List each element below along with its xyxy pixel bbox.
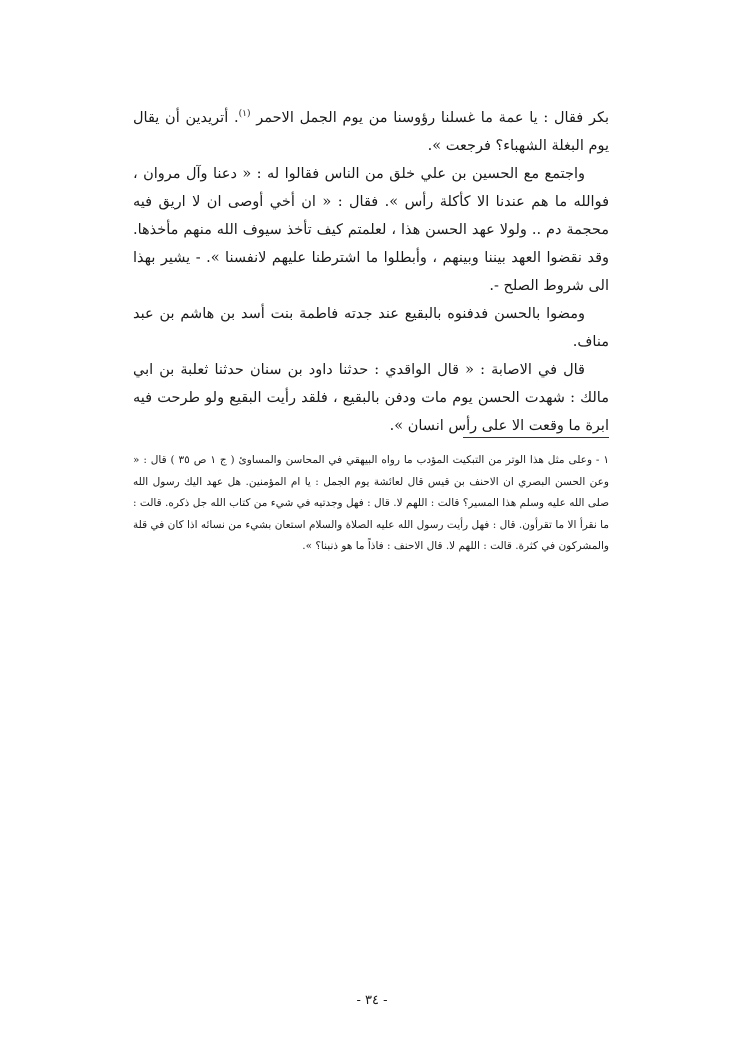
paragraph-text: . أتريدين أن يقال يوم البغلة الشهباء؟ فرجعت ». [133, 110, 609, 154]
paragraph [133, 104, 609, 160]
paragraph [133, 356, 609, 440]
page-number: - ٣٤ - [356, 993, 388, 1008]
paragraph-text: قال في الاصابة : « قال الواقدي : حدثنا داود بن سنان حدثنا ثعلبة بن ابي مالك : شهدت الحسن يوم مات ودفن بالبقيع ، فلقد رأيت البقيع ولو طرحت فيه ابرة ما وقعت الا على رأس انسان ». [133, 362, 609, 434]
footnote-reference[interactable]: (١) [238, 109, 251, 120]
paragraph-text: واجتمع مع الحسين بن علي خلق من الناس فقالوا له : « دعنا وآل مروان ، فوالله ما هم عندنا الا كأكلة رأس ». فقال : « ان أخي أوصى ان لا اريق فيه محجمة دم .. ولولا عهد الحسن هذا ، لعلمتم كيف تأخذ سيوف الله منهم مأخذها. وقد نقضوا العهد بيننا وبينهم ، وأبطلوا ما اشترطنا عليهم لانفسنا ». - يشير بهذا الى شروط الصلح -. [133, 166, 609, 294]
paragraph-text: بكر فقال : يا عمة ما غسلنا رؤوسنا من يوم الجمل الاحمر [250, 110, 609, 126]
footnote: ١ - وعلى مثل هذا الوتر من التبكيت المؤدب ما رواه البيهقي في المحاسن والمساوئ ( ج ١ ص ٣٥ ) قال : « وعن الحسن البصري ان الاحنف بن قيس قال لعائشة يوم الجمل : يا ام المؤمنين. هل عهد اليك رسول الله صلى الله عليه وسلم هذا المسير؟ قالت : اللهم لا. قال : فهل وجدتيه في شيء من كتاب الله جل ذكره. قالت : ما نقرأ الا ما تقرأون. قال : فهل رأيت رسول الله عليه الصلاة والسلام استعان بشيء من نسائه اذا كان في قلة والمشركون في كثرة. قالت : اللهم لا. قال الاحنف : فاذاً ما هو ذنبنا؟ ». [133, 454, 610, 552]
body-text [133, 104, 609, 440]
footnote-separator [463, 437, 609, 438]
paragraph [133, 160, 609, 300]
paragraph-text: ومضوا بالحسن فدفنوه بالبقيع عند جدته فاطمة بنت أسد بن هاشم بن عبد مناف. [133, 306, 609, 350]
paragraph [133, 300, 609, 356]
